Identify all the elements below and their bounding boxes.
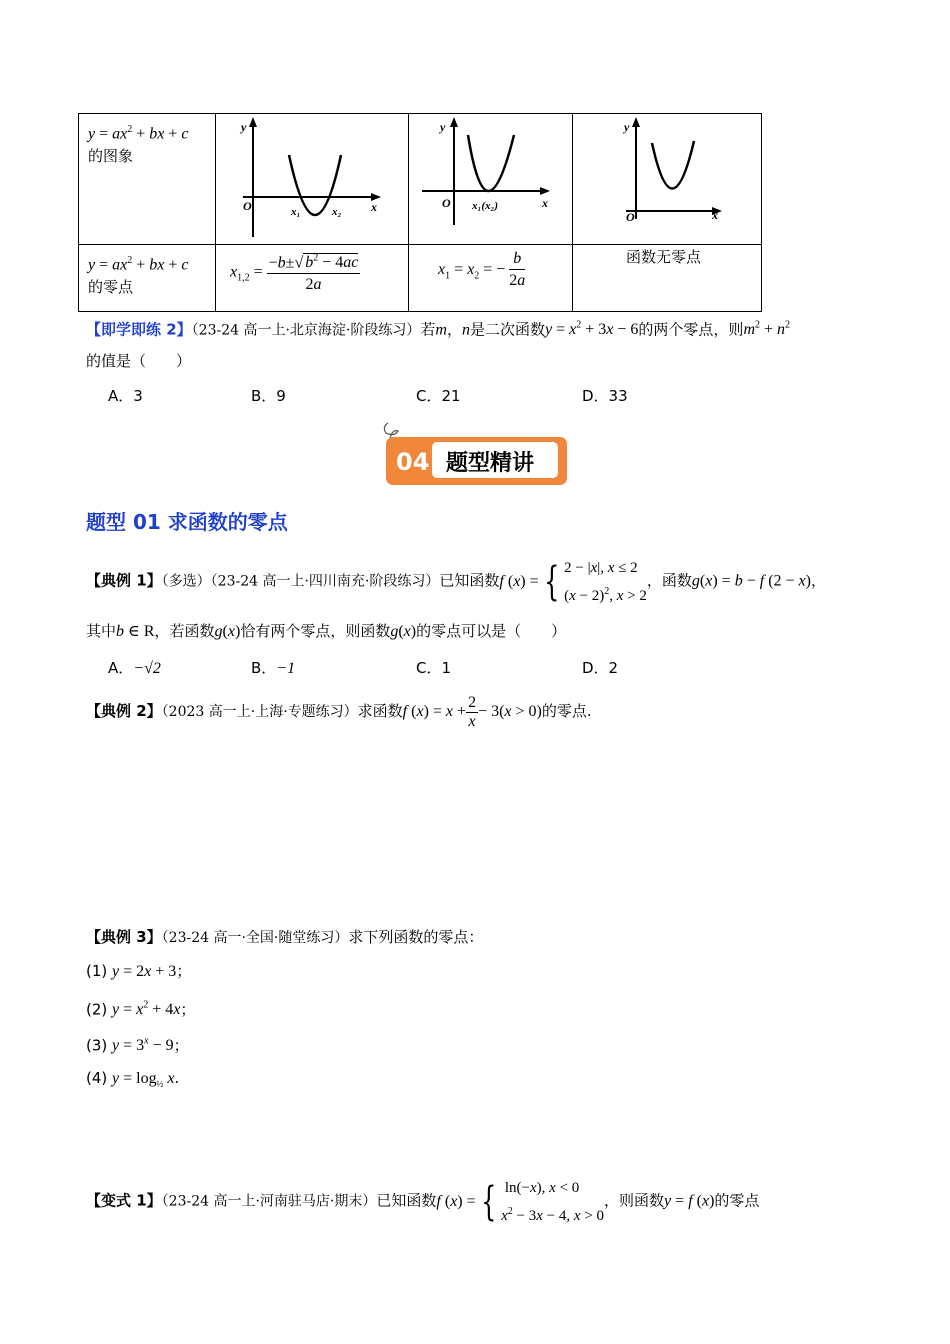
ex3-item-3-formula: $y = 3^x - 9$ [112, 1036, 174, 1055]
graph2-y-label: y [440, 120, 446, 134]
practice-question [86, 316, 790, 340]
ex1-f-def: f (x) = { 2 − |x|, x ≤ 2 $(x - 2)^2$, x > 2 [499, 559, 647, 605]
badge-title: 题型精讲 [446, 451, 535, 476]
ex1-text-a: 已知函数 [439, 571, 500, 590]
practice-sep: ， [446, 320, 462, 339]
ex3-source: （23-24 高一·全国·随堂练习） [161, 930, 349, 946]
practice-function: $y = x^2 + 3x - 6$ [545, 320, 639, 339]
practice-option-b[interactable]: B．9 [251, 387, 286, 405]
ex1-g2: g(x) [390, 623, 417, 640]
example1-line2 [86, 621, 566, 642]
ex1-option-c[interactable]: C．1 [416, 659, 452, 677]
example3-question [86, 927, 483, 948]
ex3-tag: 【典例 3】 [86, 928, 162, 946]
practice-tag: 【即学即练 2】 [86, 320, 192, 339]
ex2-tag: 【典例 2】 [86, 702, 162, 720]
row2-label-text: 的零点 [88, 278, 134, 297]
ex1-line2-d: 的零点可以是（ ） [416, 622, 567, 640]
var1-text-c: 的零点 [714, 1191, 760, 1210]
ex1-b-in-r: b ∈ R [116, 623, 155, 640]
var1-tag: 【变式 1】 [86, 1191, 162, 1210]
ex3-item-1: (1) y = 2x + 3； [86, 962, 192, 980]
example2-question [86, 690, 592, 732]
ex2-text-a: 求函数 [357, 702, 403, 720]
table-border-left [78, 113, 79, 312]
graph2-x1x2-label: x₁(x₂) [472, 200, 498, 212]
graph2-origin-label: O [442, 196, 451, 210]
graph-one-zero [416, 115, 566, 241]
var1-text-b: ，则函数 [604, 1191, 665, 1210]
ex3-item-2-formula: $y = x^2 + 4x$ [112, 1000, 181, 1019]
ex3-item-2-num: (2) [86, 1000, 108, 1019]
ex1-option-a-label: A． [108, 659, 134, 677]
ex1-option-a-value: −√2 [133, 660, 161, 677]
section-badge [386, 437, 567, 485]
ex3-item-4: (4) $y = \log_{\frac{1}{2}} x$. [86, 1069, 180, 1090]
var1-y-def: y = f (x) [664, 1192, 715, 1210]
ex3-item-3: (3) $y = 3^x - 9$； [86, 1036, 189, 1055]
variant1-question [86, 1176, 759, 1224]
zeros-table [78, 113, 762, 312]
practice-text-b: 是二次函数 [469, 320, 545, 339]
table-border-bottom [78, 311, 762, 312]
practice-source: （23-24 高一上·北京海淀·阶段练习） [191, 322, 421, 339]
graph-two-zeros [223, 115, 403, 241]
ex1-option-d[interactable]: D．2 [582, 659, 619, 677]
ex3-item-3-num: (3) [86, 1036, 108, 1055]
table-col-divider-1 [215, 113, 216, 312]
practice-option-c[interactable]: C．21 [416, 387, 461, 405]
practice-option-d[interactable]: D．33 [582, 387, 628, 405]
graph3-y-label: y [624, 120, 630, 134]
ex1-line2-c: 恰有两个零点，则函数 [240, 622, 391, 640]
practice-text-c: 的两个零点，则 [638, 320, 744, 339]
var-m: m [435, 321, 447, 339]
table-col-divider-3 [572, 113, 573, 312]
ex2-text-b: 的零点. [541, 702, 592, 720]
ex1-text-b: ，函数 [646, 571, 692, 590]
table-col-divider-2 [408, 113, 409, 312]
var1-text-a: 已知函数 [376, 1191, 437, 1210]
ex1-source: （23-24 高一上·四川南充·阶段练习） [210, 573, 440, 590]
ex1-g-def: g(x) = b − f (2 − x) [691, 572, 811, 590]
ex1-option-b-value: −1 [276, 660, 296, 677]
graph1-x1-label: x₁ [291, 206, 301, 218]
practice-expression: $m^2 + n^2$ [743, 320, 791, 339]
ex1-option-b-label: B． [251, 659, 277, 677]
badge-number: 04 [396, 448, 430, 476]
graph3-x-label: x [712, 208, 718, 222]
ex3-item-4-num: (4) [86, 1069, 108, 1087]
graph1-x-label: x [371, 200, 377, 214]
ex3-item-4-formula: $y = \log_{\frac{1}{2}} x$ [112, 1070, 175, 1090]
example1-question: 【典例 1】（多选）（23-24 高一上·四川南充·阶段练习）已知函数f (x) = { 2 − |x|, x ≤ 2 $(x - 2)^2$, x > 2 ，函数g(x) = b − f (2 − x)， [86, 559, 826, 605]
practice-option-a[interactable]: A．3 [108, 387, 143, 405]
ex2-function: f (x) = x + $\frac{2}{x}$ − 3(x > 0) [402, 693, 542, 730]
graph1-y-label: y [241, 120, 247, 134]
ex1-tag: 【典例 1】 [86, 571, 162, 590]
ex1-option-a[interactable] [108, 657, 161, 678]
double-root-formula: $x_1 = x_2$ = − $\frac{b}{2a}$ [438, 250, 526, 289]
ex1-option-b[interactable] [251, 657, 295, 678]
ex3-text: 求下列函数的零点： [348, 928, 484, 946]
row2-label: $y = ax^2$ + bx + c 的零点 [88, 255, 189, 297]
practice-line2: 的值是（ ） [86, 352, 192, 370]
graph1-x2-label: x₂ [332, 206, 342, 218]
no-zero-text: 函数无零点 [626, 248, 702, 266]
graph2-x-label: x [542, 196, 548, 210]
quadratic-formula: $x_{1,2}$ = $\frac{-b\pm√ b^2 - 4ac}{2a}$ [230, 249, 360, 296]
practice-text-a: 若 [420, 320, 436, 339]
ex1-line2-b: ，若函数 [154, 622, 215, 640]
table-border-top [78, 113, 762, 114]
row1-label: $y = ax^2$ + bx + c 的图象 [88, 124, 189, 166]
var-n: n [461, 321, 470, 339]
graph-no-zero [602, 115, 752, 241]
table-row-divider [78, 244, 762, 245]
ex3-item-2: (2) $y = x^2 + 4x$； [86, 1000, 196, 1019]
ex3-item-1-num: (1) [86, 962, 108, 980]
row1-label-text: 的图象 [88, 147, 134, 166]
ex1-type: （多选） [161, 573, 211, 590]
section-heading: 题型 01 求函数的零点 [86, 510, 288, 534]
table-border-right [761, 113, 762, 312]
ex3-item-1-formula: y = 2x + 3 [112, 963, 177, 980]
graph1-origin-label: O [243, 199, 252, 213]
var1-source: （23-24 高一上·河南驻马店·期末） [161, 1193, 377, 1210]
ex2-source: （2023 高一上·上海·专题练习） [161, 704, 358, 720]
var1-f-def: f (x) = { ln(−x), x < 0 $x^2 - 3x - 4$, x > 0 [436, 1179, 605, 1225]
graph3-origin-label: O [626, 210, 635, 224]
ex1-line2-a: 其中 [86, 622, 117, 640]
ex1-g1: g(x) [214, 623, 241, 640]
